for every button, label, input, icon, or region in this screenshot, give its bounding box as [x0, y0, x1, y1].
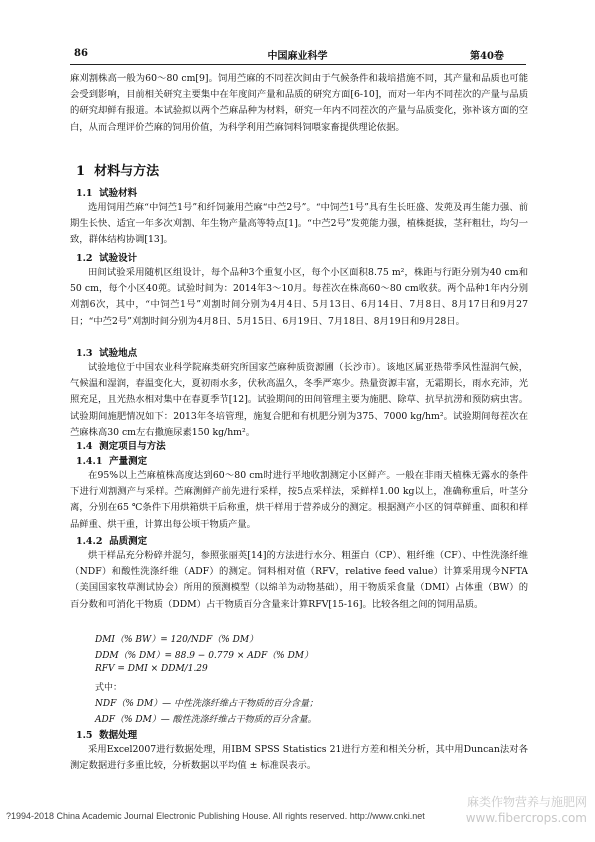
subsection-number: 1.4.2 — [76, 536, 103, 547]
subsection-heading-1-5 — [76, 727, 137, 741]
subsection-title: 试验地点 — [99, 348, 138, 359]
section-title: 材料与方法 — [94, 164, 160, 179]
copyright-footer: ?1994-2018 China Academic Journal Electronic Publishing House. All rights reserved. http://www.cnki.net — [6, 811, 425, 821]
watermark — [466, 794, 587, 826]
data-processing-paragraph: 采用Excel2007进行数据处理，用IBM SPSS Statistics 21进行方差和相关分析，其中用Duncan法对各测定数据进行多重比较，分析数据以平均值 ± 标准误表示。 — [70, 744, 528, 772]
subsection-number: 1.4.1 — [76, 456, 103, 467]
formula-dmi: DMI（% BW）= 120/NDF（% DM） — [95, 635, 259, 645]
subsection-heading-1-2 — [76, 250, 137, 264]
subsection-heading-1-4-1 — [76, 453, 147, 467]
volume-label: 第40卷 — [470, 51, 504, 62]
subsection-heading-1-4-2 — [76, 533, 147, 547]
formula-ddm: DDM（% DM）= 88.9 − 0.779 × ADF（% DM） — [95, 651, 314, 661]
location-paragraph: 试验地位于中国农业科学院麻类研究所国家苎麻种质资源圃（长沙市）。该地区属亚热带季风性湿润气候，气候温和湿润，春温变化大，夏初雨水多，伏秋高温久，冬季严寒少。热量资源丰富，无霜期长，雨水充沛，光照充足，且光热水相对集中在春夏季节[12]。试验期间的田间管理主要为施肥、除草、抗旱抗涝和预防病虫害。试验期间施肥情况如下：2013年冬培管理，施复合肥和有机肥分别为375、7000 kg/hm²。试验期间每茬次在苎麻株高30 cm左右撒施尿素150 kg/hm²。 — [70, 362, 528, 438]
subsection-title: 试验材料 — [99, 188, 138, 199]
section-heading — [76, 160, 159, 179]
subsection-title: 产量测定 — [109, 456, 148, 467]
subsection-title: 试验设计 — [99, 253, 138, 264]
journal-title: 中国麻业科学 — [267, 51, 328, 62]
watermark-line-2: www.fibercrops.com — [465, 811, 587, 825]
yield-paragraph: 在95%以上苎麻植株高度达到60～80 cm时进行平地收割测定小区鲜产。一般在非雨天植株无露水的条件下进行刈割测产与采样。苎麻测鲜产前先进行采样，按5点采样法，采鲜样1.00 kg以上，准确称重后，叶茎分离，分别在65 ℃条件下用烘箱烘干后称重，烘干样用于营养成分的测定。根据测产小区的饲草鲜重、面积和样品鲜重、烘干重，计算出每公顷干物质产量。 — [70, 470, 528, 530]
subsection-number: 1.3 — [76, 348, 93, 359]
subsection-number: 1.5 — [76, 730, 93, 741]
watermark-line-1: 麻类作物营养与施肥网 — [466, 795, 587, 809]
formula-ndf-def: NDF（% DM）— 中性洗涤纤维占干物质的百分含量； — [95, 699, 319, 709]
section-number: 1 — [76, 164, 86, 179]
materials-paragraph: 选用饲用苎麻“中饲苎1号”和纤饲兼用苎麻“中苎2号”。“中饲苎1号”具有生长旺盛、发蔸及再生能力强、前期生长快、适宜一年多次刈割、年生物产量高等特点[1]。“中苎2号”发蔸能力强，植株挺拔，茎秆粗壮，均匀一致，群体结构协调[13]。 — [70, 202, 528, 246]
subsection-title: 品质测定 — [109, 536, 148, 547]
quality-paragraph: 烘干样品充分粉碎并混匀，参照张丽英[14]的方法进行水分、粗蛋白（CP）、粗纤维（CF）、中性洗涤纤维（NDF）和酸性洗涤纤维（ADF）的测定。饲料相对值（RFV，relative feed value）计算采用现今NFTA（美国国家牧草测试协会）所用的预测模型（以绵羊为动物基础），用干物质采食量（DMI）占体重（BW）的百分数和可消化干物质（DDM）占干物质百分含量来计算RFV[15-16]。比较各组之间的饲用品质。 — [70, 550, 528, 610]
design-paragraph: 田间试验采用随机区组设计，每个品种3个重复小区，每个小区面积8.75 m²，株距与行距分别为40 cm和50 cm，每个小区40蔸。试验时间为：2014年3～10月。每茬次在株高60～80 cm收获。两个品种1年内分别刈割6次，其中，“中饲苎1号”刈割时间分别为4月4日、5月13日、6月14日、7月8日、8月17日和9月27日；“中苎2号”刈割时间分别为4月8日、5月15日、6月19日、7月18日、8月19日和9月28日。 — [70, 267, 528, 327]
subsection-heading-1-3 — [76, 345, 137, 359]
subsection-title: 数据处理 — [99, 730, 138, 741]
subsection-title: 测定项目与方法 — [99, 441, 166, 452]
intro-paragraph: 麻刈割株高一般为60～80 cm[9]。饲用苎麻的不同茬次间由于气候条件和栽培措施不同，其产量和品质也可能会受到影响，目前相关研究主要集中在年度间产量和品质的研究方面[6-10]，而对一年内不同茬次的产量与品质的研究却鲜有报道。本试验拟以两个苎麻品种为材料，研究一年内不同茬次的产量与品质变化，弥补该方面的空白，从而合理评价苎麻的饲用价值，为科学利用苎麻饲料饲喂家畜提供理论依据。 — [70, 73, 528, 133]
header-rule — [70, 64, 526, 65]
formula-adf-def: ADF（% DM）— 酸性洗涤纤维占干物质的百分含量。 — [95, 715, 317, 725]
subsection-number: 1.2 — [76, 253, 93, 264]
formula-where: 式中： — [95, 683, 123, 693]
subsection-heading-1-4 — [76, 438, 166, 452]
formula-rfv: RFV = DMI × DDM/1.29 — [95, 664, 208, 674]
subsection-number: 1.4 — [76, 441, 93, 452]
subsection-number: 1.1 — [76, 188, 93, 199]
subsection-heading-1-1 — [76, 185, 137, 199]
page-number: 86 — [74, 48, 88, 59]
